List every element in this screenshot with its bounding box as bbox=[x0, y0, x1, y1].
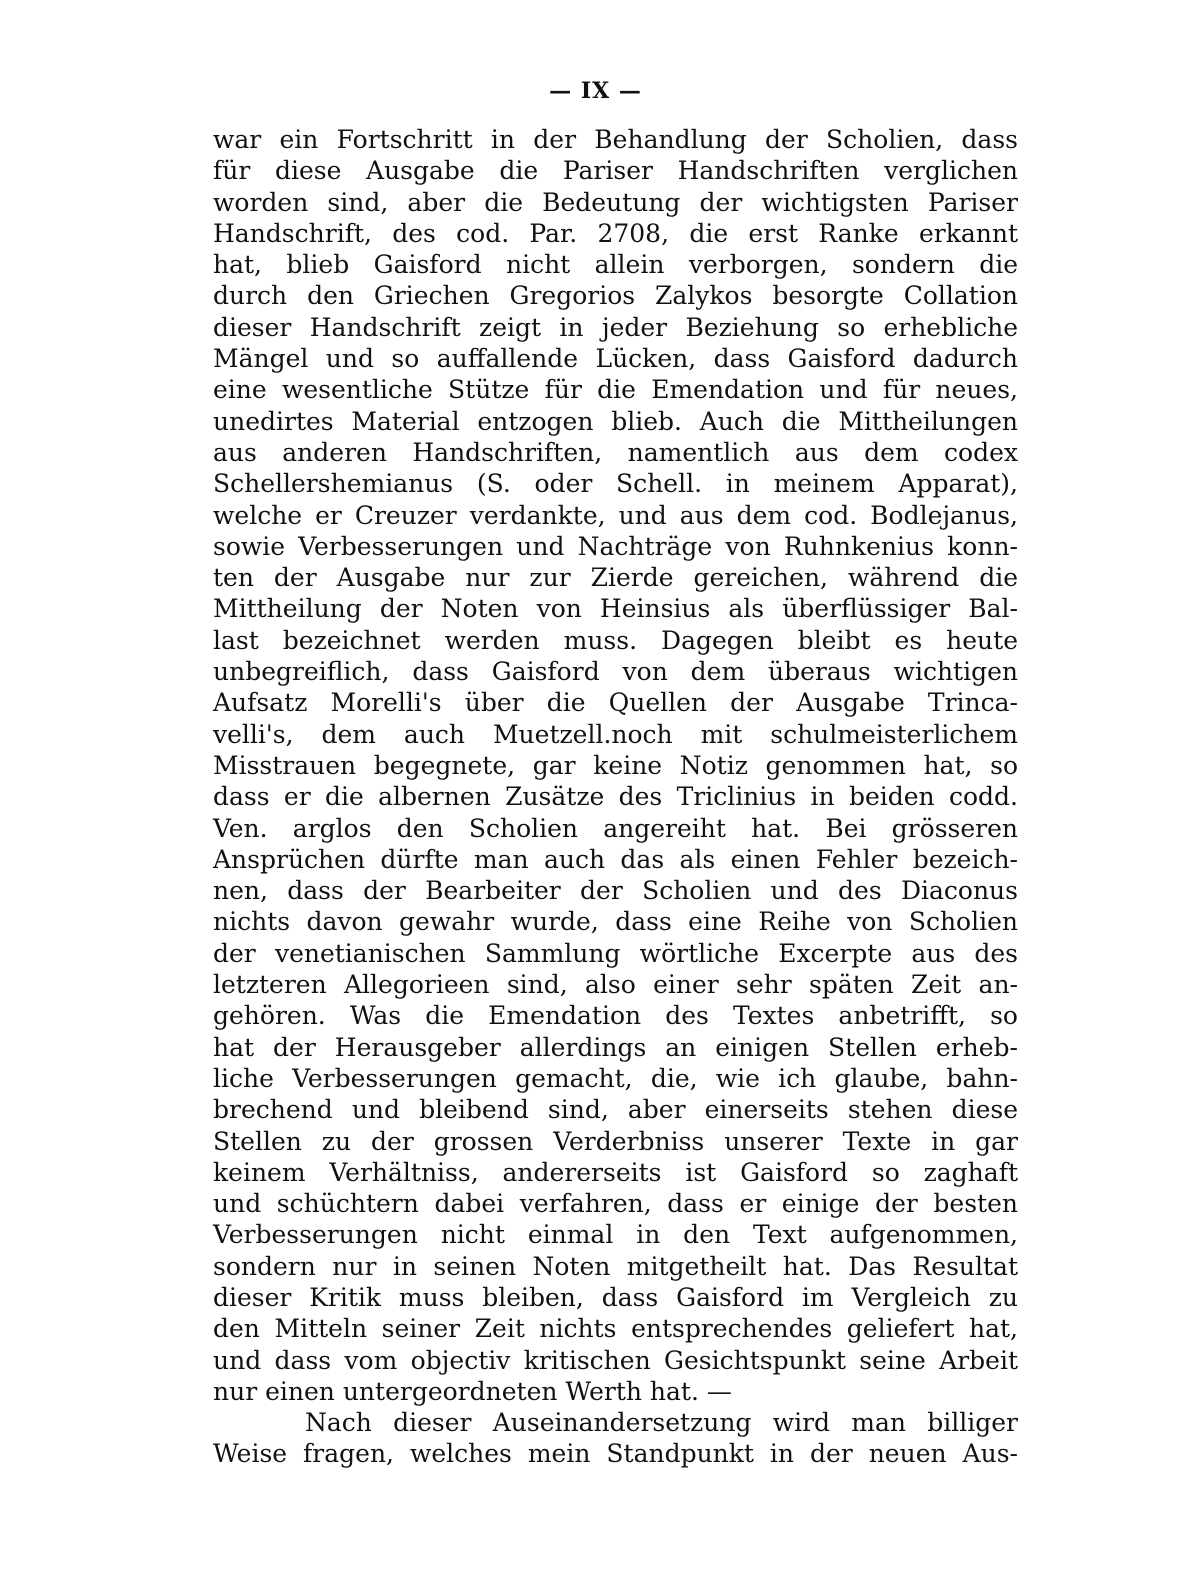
page-number: — IX — bbox=[549, 78, 642, 104]
text-line: hat der Herausgeber allerdings an einigen Stellen erheb- bbox=[213, 1032, 1018, 1062]
text-line: nichts davon gewahr wurde, dass eine Reihe von Scholien bbox=[213, 907, 1018, 937]
text-line: welche er Creuzer verdankte, und aus dem cod. Bodlejanus, bbox=[213, 500, 1018, 530]
text-line: dass er die albernen Zusätze des Triclinius in beiden codd. bbox=[213, 782, 1018, 812]
text-line: durch den Griechen Gregorios Zalykos besorgte Collation bbox=[213, 281, 1018, 311]
text-line: Mängel und so auffallende Lücken, dass Gaisford dadurch bbox=[213, 344, 1018, 374]
text-line: brechend und bleibend sind, aber einerseits stehen diese bbox=[213, 1095, 1018, 1125]
text-line: unedirtes Material entzogen blieb. Auch die Mittheilungen bbox=[213, 406, 1018, 436]
text-line: Misstrauen begegnete, gar keine Notiz genommen hat, so bbox=[213, 750, 1018, 780]
text-line: unbegreiflich, dass Gaisford von dem überaus wichtigen bbox=[213, 657, 1018, 687]
text-line: war ein Fortschritt in der Behandlung der Scholien, dass bbox=[213, 125, 1018, 154]
text-line: liche Verbesserungen gemacht, die, wie ich glaube, bahn- bbox=[213, 1063, 1018, 1093]
text-line: last bezeichnet werden muss. Dagegen bleibt es heute bbox=[213, 625, 1018, 655]
text-line: dieser Kritik muss bleiben, dass Gaisford im Vergleich zu bbox=[213, 1282, 1018, 1312]
text-line: worden sind, aber die Bedeutung der wichtigsten Pariser bbox=[213, 187, 1018, 217]
text-line: keinem Verhältniss, andererseits ist Gaisford so zaghaft bbox=[213, 1157, 1018, 1187]
text-line: der venetianischen Sammlung wörtliche Excerpte aus des bbox=[213, 938, 1018, 968]
text-line: sondern nur in seinen Noten mitgetheilt hat. Das Resultat bbox=[213, 1251, 1018, 1281]
text-line: Ven. arglos den Scholien angereiht hat. Bei grösseren bbox=[213, 813, 1018, 843]
text-line: Schellershemianus (S. oder Schell. in meinem Apparat), bbox=[213, 469, 1018, 499]
text-line: sowie Verbesserungen und Nachträge von Ruhnkenius konn- bbox=[213, 531, 1018, 561]
text-line: ten der Ausgabe nur zur Zierde gereichen, während die bbox=[213, 563, 1018, 593]
text-line: Handschrift, des cod. Par. 2708, die erst Ranke erkannt bbox=[213, 218, 1018, 248]
text-line: nur einen untergeordneten Werth hat. — bbox=[213, 1376, 732, 1406]
text-line: für diese Ausgabe die Pariser Handschriften verglichen bbox=[213, 156, 1018, 186]
text-line: eine wesentliche Stütze für die Emendation und für neues, bbox=[213, 375, 1018, 405]
text-line: velli's, dem auch Muetzell.noch mit schulmeisterlichem bbox=[213, 719, 1018, 749]
text-line: Mittheilung der Noten von Heinsius als überflüssiger Bal- bbox=[213, 594, 1018, 624]
text-line: Verbesserungen nicht einmal in den Text aufgenommen, bbox=[213, 1220, 1018, 1250]
text-line: nen, dass der Bearbeiter der Scholien und des Diaconus bbox=[213, 876, 1018, 906]
text-line: und dass vom objectiv kritischen Gesichtspunkt seine Arbeit bbox=[213, 1345, 1018, 1375]
text-line: aus anderen Handschriften, namentlich aus dem codex bbox=[213, 437, 1018, 467]
text-line: Weise fragen, welches mein Standpunkt in der neuen Aus- bbox=[213, 1439, 1018, 1469]
body-text bbox=[213, 124, 1018, 1470]
text-line: gehören. Was die Emendation des Textes anbetrifft, so bbox=[213, 1001, 1018, 1031]
text-line: hat, blieb Gaisford nicht allein verborgen, sondern die bbox=[213, 250, 1018, 280]
text-line: Nach dieser Auseinandersetzung wird man billiger bbox=[305, 1408, 1018, 1438]
text-line: dieser Handschrift zeigt in jeder Beziehung so erhebliche bbox=[213, 312, 1018, 342]
text-line: und schüchtern dabei verfahren, dass er einige der besten bbox=[213, 1189, 1018, 1219]
text-line: den Mitteln seiner Zeit nichts entsprechendes geliefert hat, bbox=[213, 1314, 1018, 1344]
text-line: Ansprüchen dürfte man auch das als einen Fehler bezeich- bbox=[213, 844, 1018, 874]
text-line: Aufsatz Morelli's über die Quellen der Ausgabe Trinca- bbox=[213, 688, 1018, 718]
text-line: Stellen zu der grossen Verderbniss unserer Texte in gar bbox=[213, 1126, 1018, 1156]
text-line: letzteren Allegorieen sind, also einer sehr späten Zeit an- bbox=[213, 970, 1018, 1000]
